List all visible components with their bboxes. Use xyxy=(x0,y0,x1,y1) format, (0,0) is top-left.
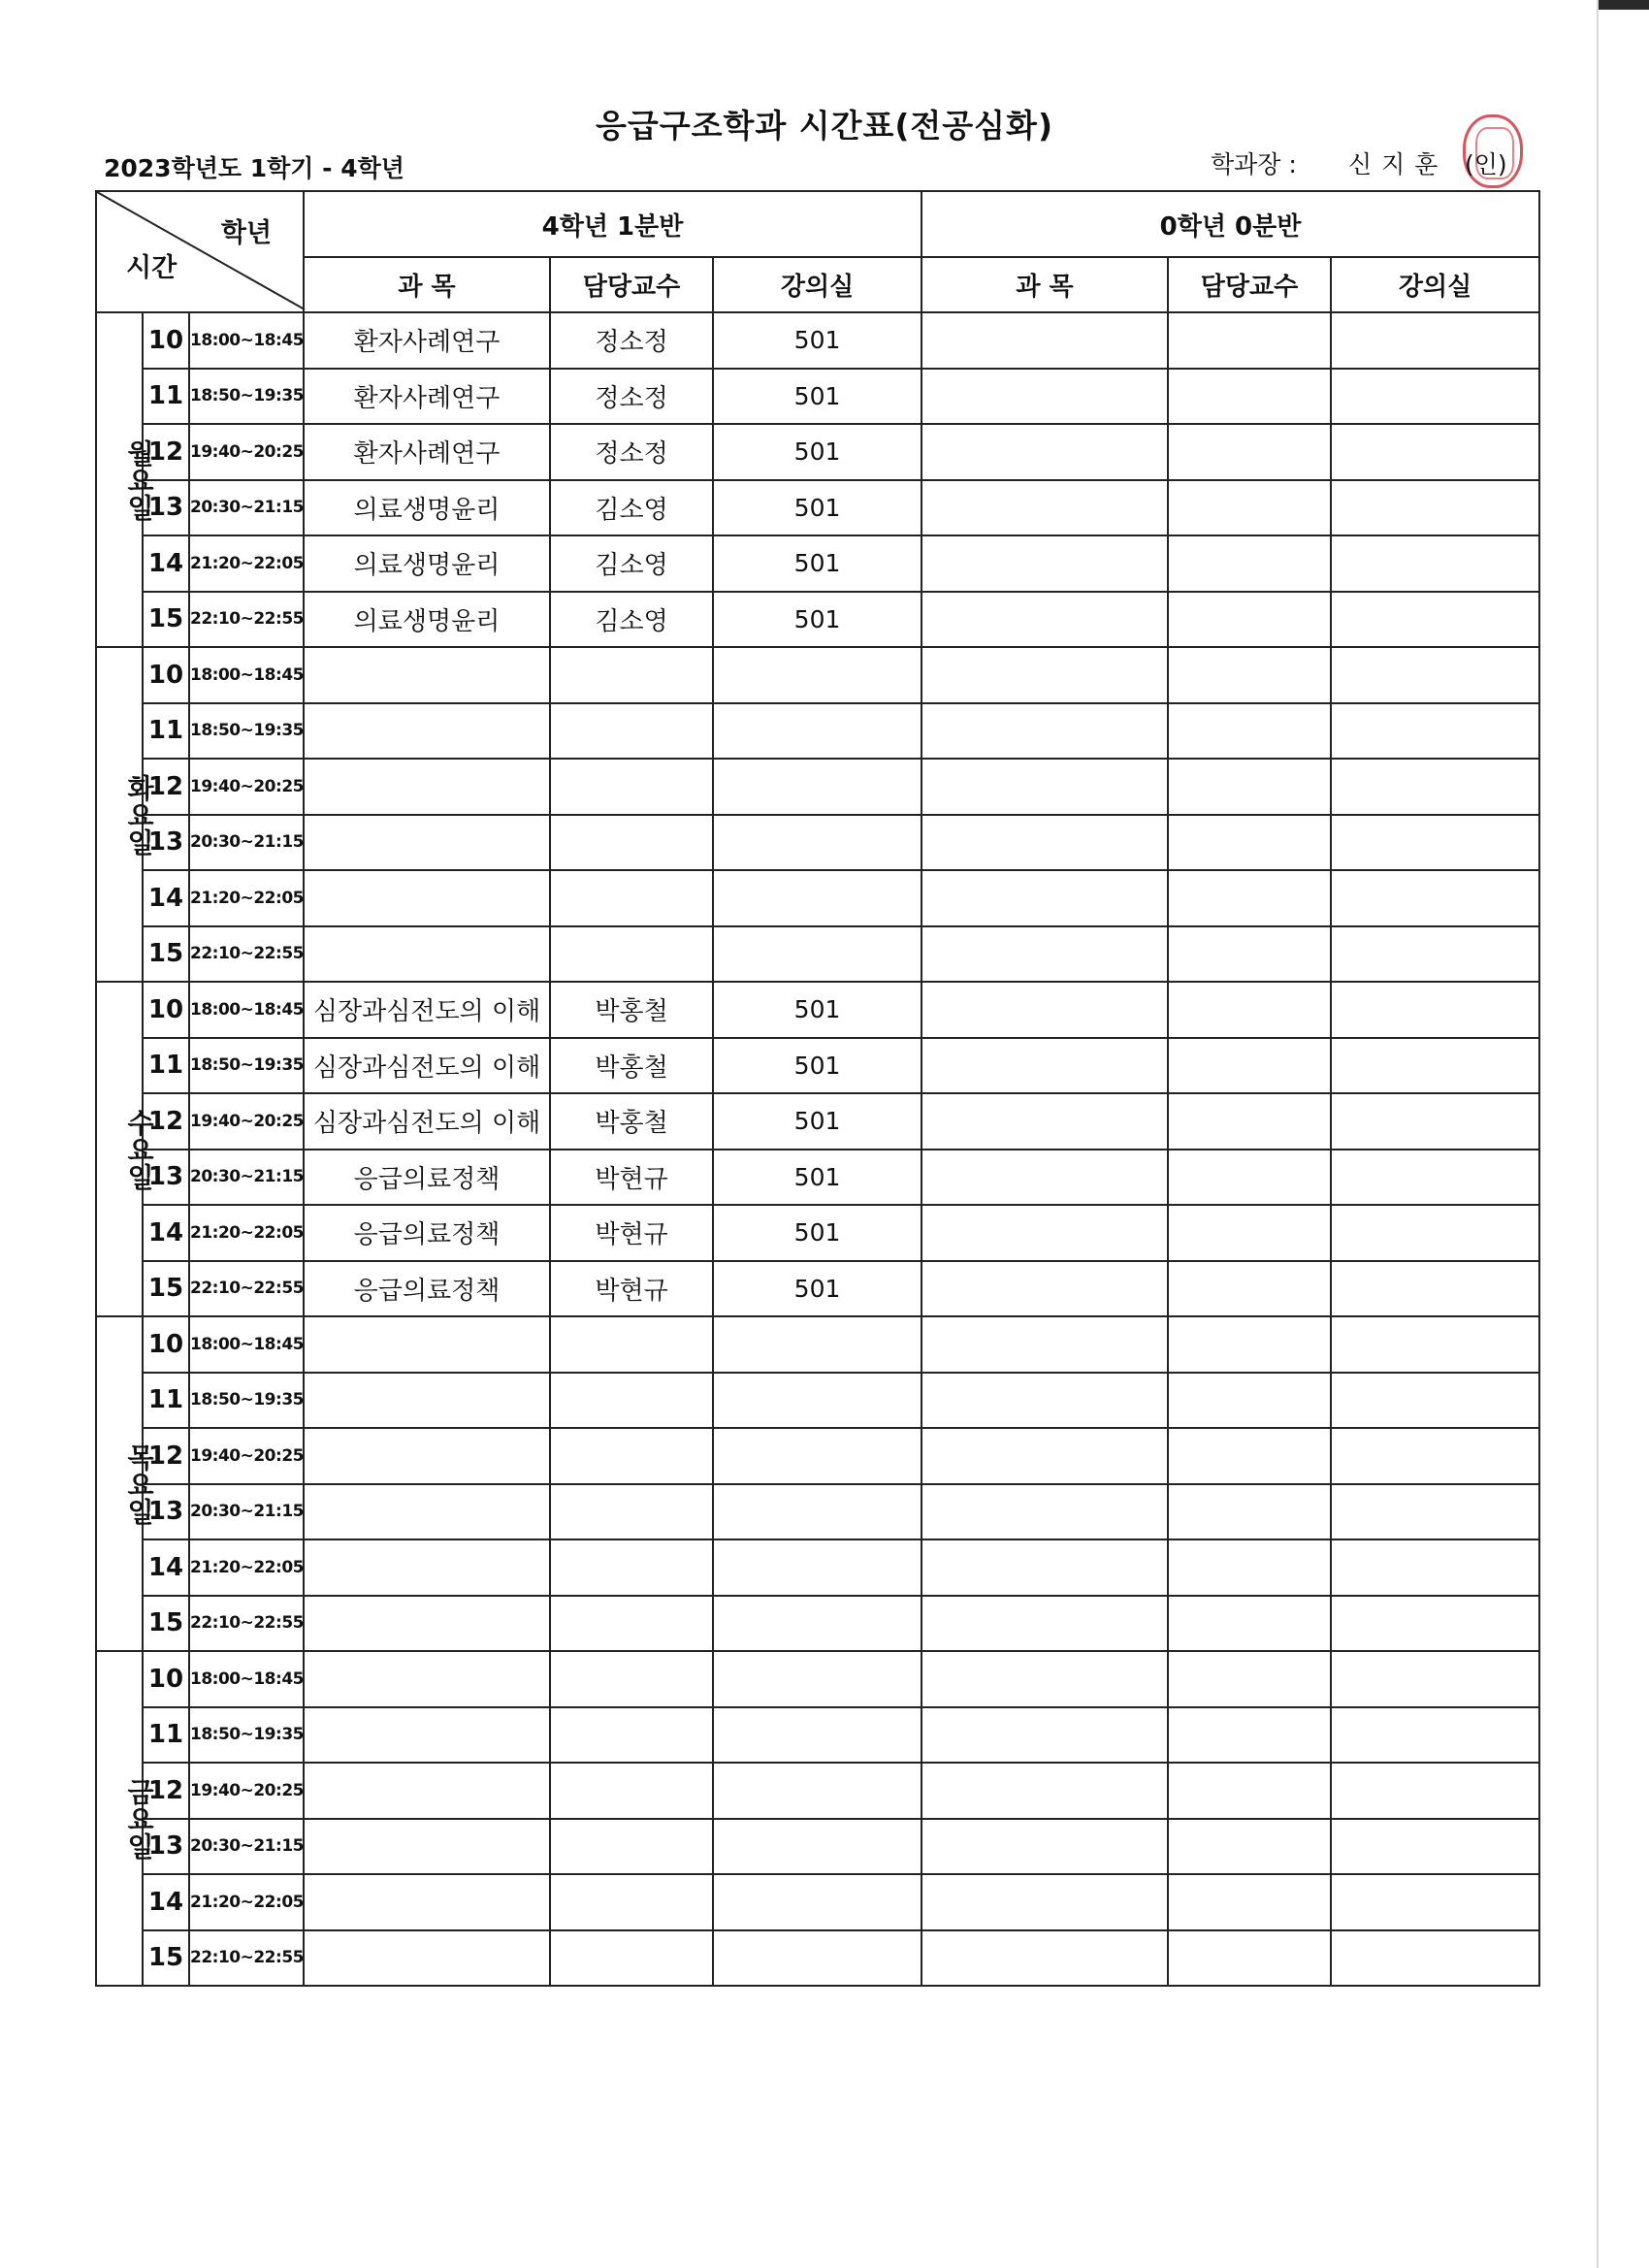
timetable xyxy=(95,190,1540,1987)
subject-cell-2 xyxy=(922,647,1168,703)
room-cell-2 xyxy=(1331,815,1539,871)
period-time: 21:20~22:05 xyxy=(189,1205,304,1261)
subject-cell: 심장과심전도의 이해 xyxy=(304,982,550,1038)
room-cell-2 xyxy=(1331,1038,1539,1094)
professor-cell-2 xyxy=(1168,703,1331,760)
table-row xyxy=(96,1596,1539,1652)
room-cell-2 xyxy=(1331,1596,1539,1652)
subject-cell-2 xyxy=(922,1596,1168,1652)
subject-cell-2 xyxy=(922,1539,1168,1596)
professor-cell-2 xyxy=(1168,535,1331,592)
professor-cell-2 xyxy=(1168,1707,1331,1764)
table-row xyxy=(96,1763,1539,1819)
room-cell-2 xyxy=(1331,1428,1539,1484)
professor-cell: 정소정 xyxy=(550,369,713,425)
professor-cell-2 xyxy=(1168,1874,1331,1930)
period-time: 19:40~20:25 xyxy=(189,1428,304,1484)
professor-cell: 박현규 xyxy=(550,1261,713,1317)
period-number: 11 xyxy=(143,1038,189,1094)
table-row xyxy=(96,312,1539,369)
period-number: 13 xyxy=(143,1484,189,1540)
professor-cell xyxy=(550,926,713,983)
table-row xyxy=(96,480,1539,536)
subject-cell: 의료생명윤리 xyxy=(304,480,550,536)
subject-cell-2 xyxy=(922,592,1168,648)
room-cell-2 xyxy=(1331,592,1539,648)
column-header-room: 강의실 xyxy=(713,257,922,312)
professor-cell xyxy=(550,1484,713,1540)
room-cell-2 xyxy=(1331,1261,1539,1317)
professor-cell-2 xyxy=(1168,312,1331,369)
room-cell-2 xyxy=(1331,1930,1539,1987)
period-number: 10 xyxy=(143,982,189,1038)
subject-cell xyxy=(304,1596,550,1652)
period-number: 12 xyxy=(143,1428,189,1484)
table-row xyxy=(96,1651,1539,1707)
table-row xyxy=(96,870,1539,926)
subject-cell xyxy=(304,1763,550,1819)
subject-cell xyxy=(304,1707,550,1764)
professor-cell-2 xyxy=(1168,1428,1331,1484)
period-time: 22:10~22:55 xyxy=(189,1596,304,1652)
professor-cell-2 xyxy=(1168,1373,1331,1429)
table-row xyxy=(96,1874,1539,1930)
table-row xyxy=(96,1038,1539,1094)
room-cell xyxy=(713,759,922,815)
period-number: 13 xyxy=(143,480,189,536)
room-cell-2 xyxy=(1331,982,1539,1038)
room-cell xyxy=(713,1707,922,1764)
room-cell xyxy=(713,926,922,983)
table-row xyxy=(96,703,1539,760)
professor-cell-2 xyxy=(1168,1038,1331,1094)
professor-cell-2 xyxy=(1168,926,1331,983)
subject-cell-2 xyxy=(922,926,1168,983)
period-time: 18:00~18:45 xyxy=(189,647,304,703)
period-time: 22:10~22:55 xyxy=(189,1261,304,1317)
subject-cell xyxy=(304,703,550,760)
subject-cell-2 xyxy=(922,1373,1168,1429)
room-cell-2 xyxy=(1331,926,1539,983)
room-cell: 501 xyxy=(713,1150,922,1206)
period-time: 20:30~21:15 xyxy=(189,1484,304,1540)
table-row xyxy=(96,1150,1539,1206)
room-cell-2 xyxy=(1331,369,1539,425)
period-number: 14 xyxy=(143,870,189,926)
period-time: 20:30~21:15 xyxy=(189,1819,304,1875)
day-label: 월요일 xyxy=(123,438,155,521)
professor-cell: 김소영 xyxy=(550,480,713,536)
room-cell xyxy=(713,647,922,703)
day-label: 목요일 xyxy=(123,1442,155,1525)
professor-cell-2 xyxy=(1168,369,1331,425)
period-time: 20:30~21:15 xyxy=(189,480,304,536)
subject-cell-2 xyxy=(922,312,1168,369)
period-time: 20:30~21:15 xyxy=(189,1150,304,1206)
period-time: 19:40~20:25 xyxy=(189,1763,304,1819)
period-number: 10 xyxy=(143,1651,189,1707)
period-number: 10 xyxy=(143,312,189,369)
table-row xyxy=(96,759,1539,815)
period-time: 18:50~19:35 xyxy=(189,1373,304,1429)
subject-cell xyxy=(304,1874,550,1930)
column-header-professor: 담당교수 xyxy=(550,257,713,312)
day-cell xyxy=(96,1316,155,1651)
subject-cell: 환자사례연구 xyxy=(304,312,550,369)
room-cell: 501 xyxy=(713,424,922,480)
professor-cell-2 xyxy=(1168,480,1331,536)
period-time: 21:20~22:05 xyxy=(189,1874,304,1930)
room-cell xyxy=(713,1930,922,1987)
professor-cell-2 xyxy=(1168,1205,1331,1261)
subject-cell-2 xyxy=(922,703,1168,760)
subject-cell xyxy=(304,926,550,983)
subject-cell xyxy=(304,1484,550,1540)
column-header-room-2: 강의실 xyxy=(1331,257,1539,312)
period-time: 19:40~20:25 xyxy=(189,1093,304,1150)
period-number: 13 xyxy=(143,815,189,871)
period-number: 11 xyxy=(143,369,189,425)
professor-cell-2 xyxy=(1168,1093,1331,1150)
subject-cell xyxy=(304,1930,550,1987)
subject-cell: 의료생명윤리 xyxy=(304,592,550,648)
professor-cell-2 xyxy=(1168,647,1331,703)
department-head-name: 신지훈 xyxy=(1348,150,1448,178)
period-number: 14 xyxy=(143,1205,189,1261)
room-cell xyxy=(713,1484,922,1540)
day-cell xyxy=(96,1651,155,1986)
table-row xyxy=(96,1930,1539,1987)
subject-cell-2 xyxy=(922,424,1168,480)
room-cell xyxy=(713,1428,922,1484)
subject-cell xyxy=(304,1316,550,1373)
room-cell-2 xyxy=(1331,703,1539,760)
professor-cell: 박현규 xyxy=(550,1205,713,1261)
scan-edge-line xyxy=(1597,0,1599,2268)
room-cell-2 xyxy=(1331,424,1539,480)
period-time: 18:50~19:35 xyxy=(189,703,304,760)
room-cell xyxy=(713,1763,922,1819)
table-row xyxy=(96,535,1539,592)
day-cell xyxy=(96,982,155,1316)
room-cell-2 xyxy=(1331,1093,1539,1150)
table-row xyxy=(96,424,1539,480)
period-time: 18:50~19:35 xyxy=(189,1038,304,1094)
professor-cell xyxy=(550,1373,713,1429)
period-number: 12 xyxy=(143,1093,189,1150)
subject-cell-2 xyxy=(922,1093,1168,1150)
professor-cell-2 xyxy=(1168,1261,1331,1317)
professor-cell xyxy=(550,1428,713,1484)
day-label: 수요일 xyxy=(123,1108,155,1190)
room-cell-2 xyxy=(1331,1205,1539,1261)
period-number: 14 xyxy=(143,1539,189,1596)
period-time: 20:30~21:15 xyxy=(189,815,304,871)
professor-cell-2 xyxy=(1168,424,1331,480)
room-cell-2 xyxy=(1331,1539,1539,1596)
professor-cell-2 xyxy=(1168,1651,1331,1707)
room-cell-2 xyxy=(1331,1874,1539,1930)
professor-cell-2 xyxy=(1168,1316,1331,1373)
professor-cell-2 xyxy=(1168,1930,1331,1987)
period-time: 19:40~20:25 xyxy=(189,759,304,815)
professor-cell-2 xyxy=(1168,982,1331,1038)
room-cell-2 xyxy=(1331,759,1539,815)
professor-cell: 박홍철 xyxy=(550,1093,713,1150)
professor-cell: 김소영 xyxy=(550,535,713,592)
period-time: 18:00~18:45 xyxy=(189,982,304,1038)
subject-cell xyxy=(304,1819,550,1875)
subject-cell: 응급의료정책 xyxy=(304,1150,550,1206)
subject-cell-2 xyxy=(922,1819,1168,1875)
room-cell-2 xyxy=(1331,647,1539,703)
professor-cell-2 xyxy=(1168,870,1331,926)
period-number: 13 xyxy=(143,1819,189,1875)
professor-cell xyxy=(550,1763,713,1819)
subject-cell-2 xyxy=(922,870,1168,926)
subject-cell-2 xyxy=(922,369,1168,425)
period-time: 18:00~18:45 xyxy=(189,1651,304,1707)
subject-cell xyxy=(304,647,550,703)
professor-cell xyxy=(550,1819,713,1875)
subject-cell: 의료생명윤리 xyxy=(304,535,550,592)
subject-cell-2 xyxy=(922,1428,1168,1484)
subject-cell-2 xyxy=(922,1316,1168,1373)
professor-cell-2 xyxy=(1168,759,1331,815)
room-cell-2 xyxy=(1331,1651,1539,1707)
room-cell: 501 xyxy=(713,480,922,536)
period-number: 15 xyxy=(143,592,189,648)
professor-cell xyxy=(550,1539,713,1596)
room-cell-2 xyxy=(1331,1763,1539,1819)
subject-cell xyxy=(304,759,550,815)
class-header-1: 4학년 1분반 xyxy=(304,191,922,257)
room-cell: 501 xyxy=(713,312,922,369)
room-cell: 501 xyxy=(713,1261,922,1317)
room-cell: 501 xyxy=(713,369,922,425)
subject-cell-2 xyxy=(922,1484,1168,1540)
table-row xyxy=(96,592,1539,648)
subject-cell-2 xyxy=(922,1651,1168,1707)
room-cell-2 xyxy=(1331,1707,1539,1764)
table-row xyxy=(96,369,1539,425)
day-label: 금요일 xyxy=(123,1777,155,1860)
room-cell: 501 xyxy=(713,1038,922,1094)
period-number: 12 xyxy=(143,1763,189,1819)
scan-edge-mark xyxy=(1599,0,1649,10)
subject-cell-2 xyxy=(922,535,1168,592)
room-cell xyxy=(713,1596,922,1652)
professor-cell-2 xyxy=(1168,592,1331,648)
period-number: 11 xyxy=(143,703,189,760)
room-cell-2 xyxy=(1331,1819,1539,1875)
subject-cell-2 xyxy=(922,1707,1168,1764)
professor-cell: 박현규 xyxy=(550,1150,713,1206)
room-cell xyxy=(713,815,922,871)
table-row xyxy=(96,1261,1539,1317)
period-number: 11 xyxy=(143,1707,189,1764)
period-number: 15 xyxy=(143,1930,189,1987)
subject-cell-2 xyxy=(922,1763,1168,1819)
table-row xyxy=(96,1373,1539,1429)
room-cell-2 xyxy=(1331,870,1539,926)
column-header-subject-2: 과 목 xyxy=(922,257,1168,312)
period-number: 15 xyxy=(143,1261,189,1317)
table-row xyxy=(96,982,1539,1038)
period-number: 12 xyxy=(143,424,189,480)
professor-cell-2 xyxy=(1168,1819,1331,1875)
professor-cell: 정소정 xyxy=(550,312,713,369)
professor-cell xyxy=(550,759,713,815)
subject-cell-2 xyxy=(922,1205,1168,1261)
table-row xyxy=(96,815,1539,871)
table-row xyxy=(96,1539,1539,1596)
table-row xyxy=(96,1428,1539,1484)
day-cell xyxy=(96,647,155,982)
subject-cell-2 xyxy=(922,759,1168,815)
subject-cell: 심장과심전도의 이해 xyxy=(304,1038,550,1094)
table-row xyxy=(96,1316,1539,1373)
period-number: 11 xyxy=(143,1373,189,1429)
room-cell: 501 xyxy=(713,982,922,1038)
subject-cell xyxy=(304,1428,550,1484)
professor-cell-2 xyxy=(1168,815,1331,871)
professor-cell xyxy=(550,1930,713,1987)
room-cell: 501 xyxy=(713,1093,922,1150)
room-cell xyxy=(713,1316,922,1373)
period-number: 13 xyxy=(143,1150,189,1206)
subject-cell xyxy=(304,1651,550,1707)
period-number: 15 xyxy=(143,926,189,983)
class-header-2: 0학년 0분반 xyxy=(922,191,1539,257)
period-time: 18:00~18:45 xyxy=(189,1316,304,1373)
professor-cell-2 xyxy=(1168,1596,1331,1652)
period-time: 18:50~19:35 xyxy=(189,369,304,425)
room-cell-2 xyxy=(1331,312,1539,369)
period-number: 10 xyxy=(143,647,189,703)
column-header-professor-2: 담당교수 xyxy=(1168,257,1331,312)
document-subtitle: 2023학년도 1학기 - 4학년 xyxy=(104,154,404,182)
subject-cell-2 xyxy=(922,982,1168,1038)
subject-cell: 심장과심전도의 이해 xyxy=(304,1093,550,1150)
professor-cell-2 xyxy=(1168,1539,1331,1596)
professor-cell: 박홍철 xyxy=(550,1038,713,1094)
subject-cell: 환자사례연구 xyxy=(304,424,550,480)
day-label: 화요일 xyxy=(123,773,155,856)
room-cell xyxy=(713,1874,922,1930)
period-time: 22:10~22:55 xyxy=(189,592,304,648)
subject-cell xyxy=(304,1539,550,1596)
subject-cell-2 xyxy=(922,1150,1168,1206)
room-cell: 501 xyxy=(713,1205,922,1261)
period-number: 10 xyxy=(143,1316,189,1373)
room-cell xyxy=(713,1539,922,1596)
room-cell xyxy=(713,1651,922,1707)
table-row xyxy=(96,926,1539,983)
room-cell-2 xyxy=(1331,1484,1539,1540)
corner-time-label: 시간 xyxy=(126,253,178,283)
period-time: 21:20~22:05 xyxy=(189,1539,304,1596)
corner-grade-label: 학년 xyxy=(220,218,273,248)
professor-cell xyxy=(550,1707,713,1764)
corner-header-cell xyxy=(96,191,304,312)
subject-cell xyxy=(304,870,550,926)
subject-cell: 응급의료정책 xyxy=(304,1205,550,1261)
professor-cell xyxy=(550,1651,713,1707)
period-time: 21:20~22:05 xyxy=(189,870,304,926)
room-cell xyxy=(713,870,922,926)
room-cell-2 xyxy=(1331,480,1539,536)
period-number: 15 xyxy=(143,1596,189,1652)
professor-cell-2 xyxy=(1168,1484,1331,1540)
period-time: 22:10~22:55 xyxy=(189,1930,304,1987)
room-cell: 501 xyxy=(713,535,922,592)
table-row xyxy=(96,1093,1539,1150)
professor-cell xyxy=(550,1596,713,1652)
department-head-label: 학과장 : xyxy=(1211,150,1297,178)
professor-cell xyxy=(550,870,713,926)
subject-cell-2 xyxy=(922,1261,1168,1317)
professor-cell-2 xyxy=(1168,1150,1331,1206)
professor-cell: 박홍철 xyxy=(550,982,713,1038)
subject-cell-2 xyxy=(922,1930,1168,1987)
subject-cell-2 xyxy=(922,1038,1168,1094)
subject-cell xyxy=(304,815,550,871)
room-cell xyxy=(713,1819,922,1875)
table-row xyxy=(96,1707,1539,1764)
table-row xyxy=(96,1484,1539,1540)
subject-cell-2 xyxy=(922,480,1168,536)
table-row xyxy=(96,1205,1539,1261)
subject-cell xyxy=(304,1373,550,1429)
professor-cell xyxy=(550,1316,713,1373)
subject-cell-2 xyxy=(922,815,1168,871)
subject-cell-2 xyxy=(922,1874,1168,1930)
professor-cell: 김소영 xyxy=(550,592,713,648)
period-time: 21:20~22:05 xyxy=(189,535,304,592)
room-cell-2 xyxy=(1331,1316,1539,1373)
professor-cell xyxy=(550,647,713,703)
room-cell xyxy=(713,1373,922,1429)
day-cell xyxy=(96,312,155,647)
professor-cell xyxy=(550,815,713,871)
document-title: 응급구조학과 시간표(전공심화) xyxy=(595,107,1054,145)
column-header-subject: 과 목 xyxy=(304,257,550,312)
period-number: 12 xyxy=(143,759,189,815)
seal-mark: (인) xyxy=(1465,150,1507,178)
room-cell: 501 xyxy=(713,592,922,648)
period-number: 14 xyxy=(143,1874,189,1930)
period-time: 22:10~22:55 xyxy=(189,926,304,983)
professor-cell: 정소정 xyxy=(550,424,713,480)
room-cell xyxy=(713,703,922,760)
professor-cell-2 xyxy=(1168,1763,1331,1819)
subject-cell: 환자사례연구 xyxy=(304,369,550,425)
room-cell-2 xyxy=(1331,1373,1539,1429)
professor-cell xyxy=(550,703,713,760)
table-row xyxy=(96,647,1539,703)
room-cell-2 xyxy=(1331,1150,1539,1206)
subject-cell: 응급의료정책 xyxy=(304,1261,550,1317)
professor-cell xyxy=(550,1874,713,1930)
period-time: 18:00~18:45 xyxy=(189,312,304,369)
period-time: 19:40~20:25 xyxy=(189,424,304,480)
table-row xyxy=(96,1819,1539,1875)
room-cell-2 xyxy=(1331,535,1539,592)
period-time: 18:50~19:35 xyxy=(189,1707,304,1764)
period-number: 14 xyxy=(143,535,189,592)
